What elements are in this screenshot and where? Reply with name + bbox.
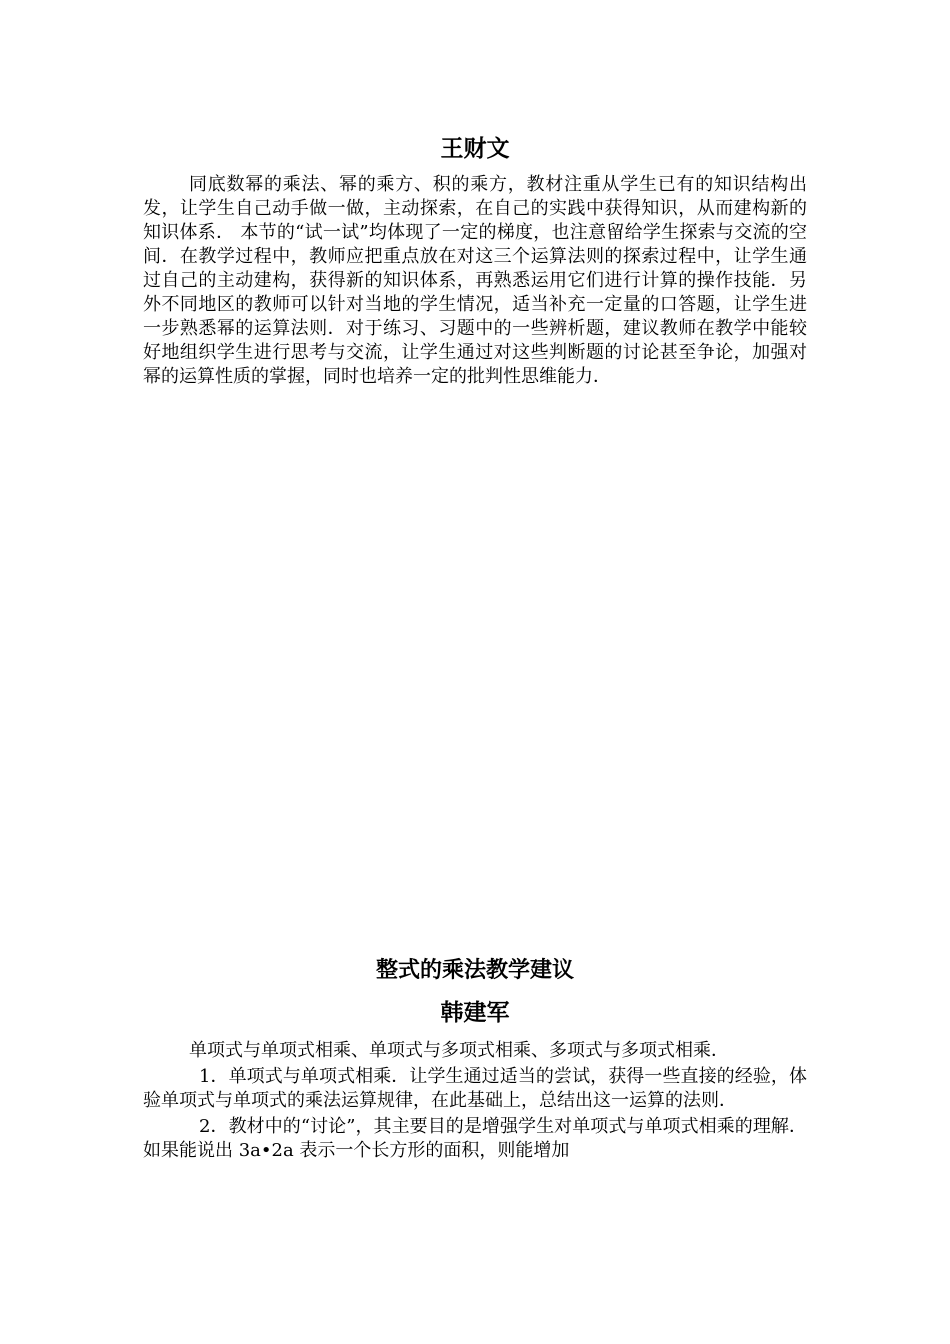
- body-paragraph: 同底数幂的乘法、幂的乘方、积的乘方，教材注重从学生已有的知识结构出发，让学生自己动手做一做，主动探索，在自己的实践中获得知识，从而建构新的知识体系． 本节的“试一试”均体现了一定的梯度，也注意留给学生探索与交流的空间．在教学过程中，教师应把重点放在对这三个运算法则的探索过程中，让学生通过自己的主动建构，获得新的知识体系，再熟悉运用它们进行计算的操作技能．另外不同地区的教师可以针对当地的学生情况，适当补充一定量的口答题，让学生进一步熟悉幂的运算法则．对于练习、习题中的一些辨析题，建议教师在教学中能较好地组织学生进行思考与交流，让学生通过对这些判断题的讨论甚至争论，加强对幂的运算性质的掌握，同时也培养一定的批判性思维能力．: [143, 174, 807, 387]
- section-power-operations: [143, 134, 807, 389]
- body-paragraph: 单项式与单项式相乘、单项式与多项式相乘、多项式与多项式相乘．: [189, 1040, 729, 1061]
- body-paragraph: 2．教材中的“讨论”，其主要目的是增强学生对单项式与单项式相乘的理解．如果能说出 3a•2a 表示一个长方形的面积，则能增加: [143, 1116, 807, 1161]
- section-polynomial-multiplication: [143, 956, 807, 1163]
- author-name: 韩建军: [440, 1000, 510, 1026]
- body-paragraph: 1．单项式与单项式相乘．让学生通过适当的尝试，获得一些直接的经验，体验单项式与单项式的乘法运算规律，在此基础上，总结出这一运算的法则．: [143, 1066, 807, 1111]
- author-name: 王财文: [440, 136, 510, 162]
- section-title: 整式的乘法教学建议: [375, 958, 574, 983]
